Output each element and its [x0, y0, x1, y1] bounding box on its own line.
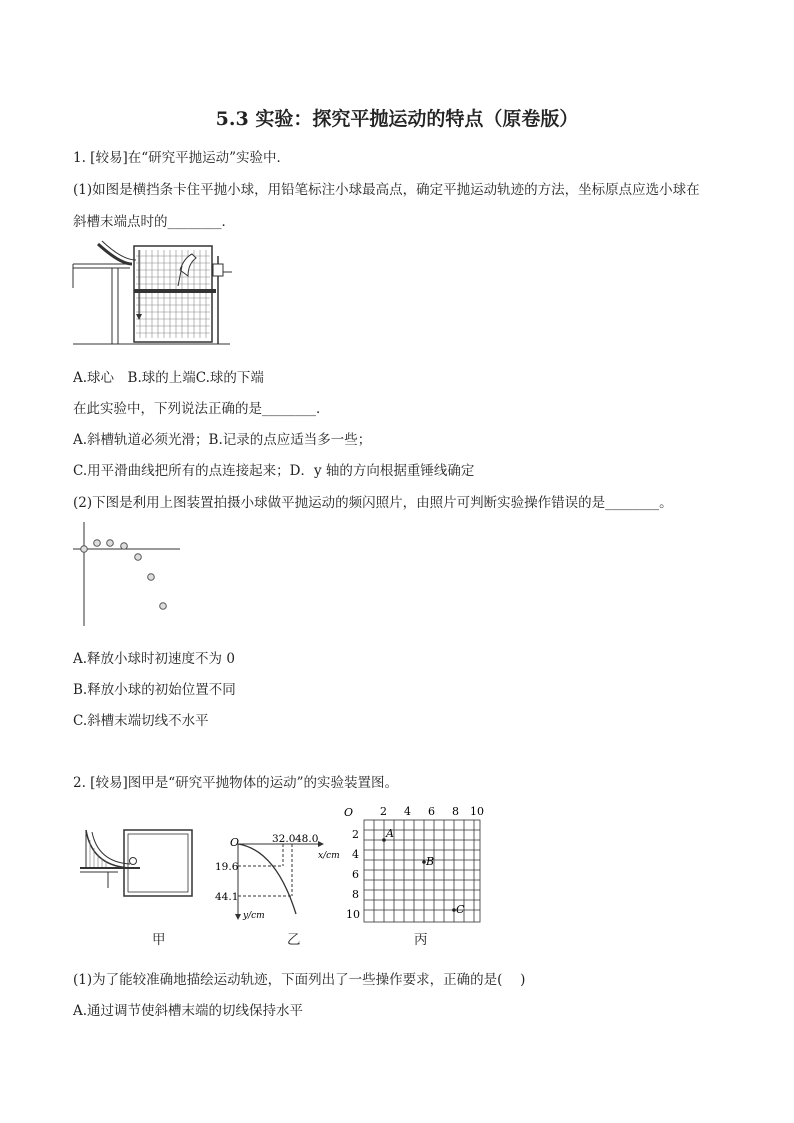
yi-y-tick-1: 19.6 — [215, 861, 239, 873]
page-title: 5.3 实验：探究平抛运动的特点（原卷版） — [215, 108, 579, 130]
q1-apparatus-figure — [70, 236, 240, 348]
q1-opt-ab: A.斜槽轨道必须光滑；B.记录的点应适当多一些； — [73, 432, 372, 448]
bing-x-tick-4: 4 — [404, 805, 411, 818]
yi-y-label: y/cm — [243, 911, 265, 921]
q1-header: 1. [较易]在“研究平抛运动”实验中． — [73, 150, 291, 166]
bing-point-a-label: A — [386, 827, 394, 840]
q1-options1: A.球心 B.球的上端C.球的下端 — [73, 370, 264, 386]
yi-y-tick-2: 44.1 — [215, 891, 239, 903]
bing-y-tick-10: 10 — [346, 908, 360, 921]
bing-x-tick-2: 2 — [380, 805, 387, 818]
q1-part2-opt-a: A.释放小球时初速度不为 0 — [73, 651, 235, 667]
q1-part1-line2: 斜槽末端点时的________． — [73, 214, 235, 230]
bing-y-tick-8: 8 — [352, 888, 359, 901]
bing-x-tick-6: 6 — [428, 805, 435, 818]
yi-origin: O — [230, 836, 240, 849]
q1-opt-cd: C.用平滑曲线把所有的点连接起来；D．y 轴的方向根据重锤线确定 — [73, 463, 475, 479]
fig-label-yi: 乙 — [287, 932, 301, 948]
q1-question2: 在此实验中，下列说法正确的是________． — [73, 401, 330, 417]
q1-part2-opt-c: C.斜槽末端切线不水平 — [73, 713, 209, 729]
q1-part1-line1: (1)如图是横挡条卡住平抛小球，用铅笔标注小球最高点，确定平抛运动轨迹的方法，坐标原点应选小球在 — [73, 182, 700, 198]
yi-x-label: x/cm — [318, 851, 340, 861]
yi-x-tick-2: 48.0 — [295, 833, 319, 845]
q1-part2: (2)下图是利用上图装置拍摄小球做平抛运动的频闪照片，由照片可判断实验操作错误的是________。 — [73, 495, 673, 511]
q1-part2-opt-b: B.释放小球的初始位置不同 — [73, 682, 236, 698]
bing-y-tick-4: 4 — [352, 848, 359, 861]
bing-y-tick-2: 2 — [352, 828, 359, 841]
bing-x-tick-8: 8 — [452, 805, 459, 818]
bing-x-tick-10: 10 — [470, 805, 484, 818]
q2-figure-yi — [206, 832, 346, 932]
q2-header: 2. [较易]图甲是“研究平抛物体的运动”的实验装置图。 — [73, 775, 399, 791]
q2-opt-a: A.通过调节使斜槽末端的切线保持水平 — [73, 1003, 304, 1019]
bing-point-b-label: B — [426, 855, 435, 868]
fig-label-jia: 甲 — [152, 932, 166, 948]
q2-figure-bing — [340, 802, 490, 927]
bing-y-tick-6: 6 — [352, 868, 359, 881]
bing-point-c-label: C — [456, 903, 465, 916]
q2-figure-jia — [78, 826, 198, 922]
q1-strobe-photo-figure — [70, 520, 185, 630]
q2-part1: (1)为了能较准确地描绘运动轨迹，下面列出了一些操作要求，正确的是( ) — [73, 972, 526, 988]
yi-x-tick-1: 32.0 — [272, 833, 296, 845]
fig-label-bing: 丙 — [414, 932, 428, 948]
bing-origin: O — [344, 806, 354, 819]
